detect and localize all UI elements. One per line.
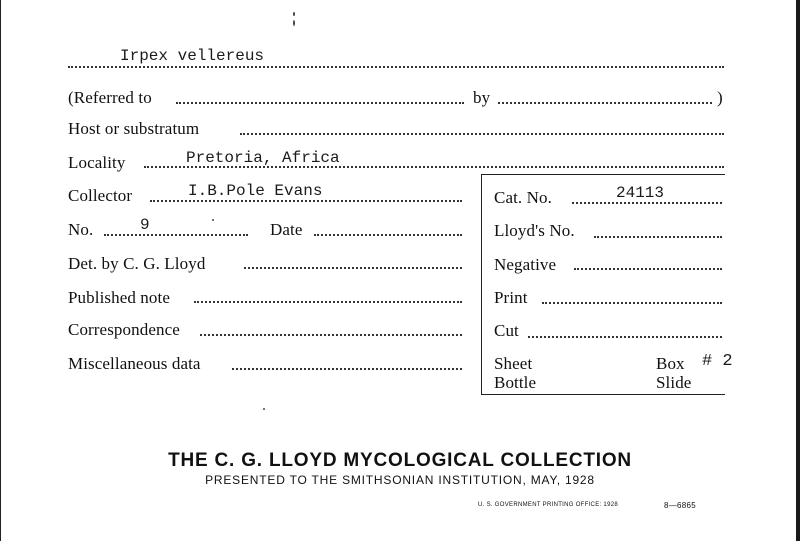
collection-subtitle: PRESENTED TO THE SMITHSONIAN INSTITUTION, MAY, 1928 (205, 473, 595, 487)
collector-label: Collector (68, 186, 133, 205)
right-box-left-border (481, 174, 482, 395)
correspondence-line (200, 334, 462, 336)
no-label: No. (68, 220, 94, 239)
no-line (104, 234, 248, 236)
sheet-label: Sheet (494, 354, 533, 373)
specimen-name: Irpex vellereus (120, 47, 265, 65)
cat-no-line (572, 202, 722, 204)
date-label: Date (270, 220, 303, 239)
lloyds-no-line (594, 236, 722, 238)
scan-speck (293, 12, 295, 16)
box-value: # 2 (702, 352, 733, 371)
host-line (240, 133, 724, 135)
referred-to-line (176, 102, 464, 104)
no-value: 9 (140, 216, 150, 234)
published-note-label: Published note (68, 288, 170, 307)
scan-speck (263, 408, 265, 410)
negative-line (574, 268, 722, 270)
form-number: 8—6865 (664, 501, 697, 510)
host-label: Host or substratum (68, 119, 200, 138)
by-label: by (473, 88, 491, 107)
lloyds-no-label: Lloyd's No. (494, 221, 575, 240)
close-paren: ) (717, 88, 723, 107)
misc-data-label: Miscellaneous data (68, 354, 201, 373)
published-note-line (194, 301, 462, 303)
collector-value: I.B.Pole Evans (188, 182, 323, 200)
det-by-line (244, 267, 462, 269)
scan-speck (293, 20, 295, 26)
bottle-label: Bottle (494, 373, 537, 392)
slide-label: Slide (656, 373, 692, 392)
collection-title: THE C. G. LLOYD MYCOLOGICAL COLLECTION (168, 450, 632, 471)
cat-no-value: 24113 (616, 184, 665, 202)
cut-line (528, 336, 722, 338)
printing-office-note: U. S. GOVERNMENT PRINTING OFFICE: 1928 (478, 502, 618, 508)
cut-label: Cut (494, 321, 519, 340)
det-by-label: Det. by C. G. Lloyd (68, 254, 206, 273)
print-line (542, 302, 722, 304)
specimen-name-line (68, 66, 724, 68)
misc-data-line (232, 368, 462, 370)
right-box-bottom-border (481, 394, 725, 395)
locality-value: Pretoria, Africa (186, 149, 340, 167)
box-label: Box (656, 354, 685, 373)
scan-speck (212, 219, 214, 221)
right-box-top-border (481, 174, 725, 175)
referred-to-label: (Referred to (68, 88, 152, 107)
print-label: Print (494, 288, 528, 307)
cat-no-label: Cat. No. (494, 188, 552, 207)
correspondence-label: Correspondence (68, 320, 180, 339)
negative-label: Negative (494, 255, 557, 274)
locality-label: Locality (68, 153, 126, 172)
date-line (314, 234, 462, 236)
collector-line (150, 200, 462, 202)
by-line (498, 102, 712, 104)
